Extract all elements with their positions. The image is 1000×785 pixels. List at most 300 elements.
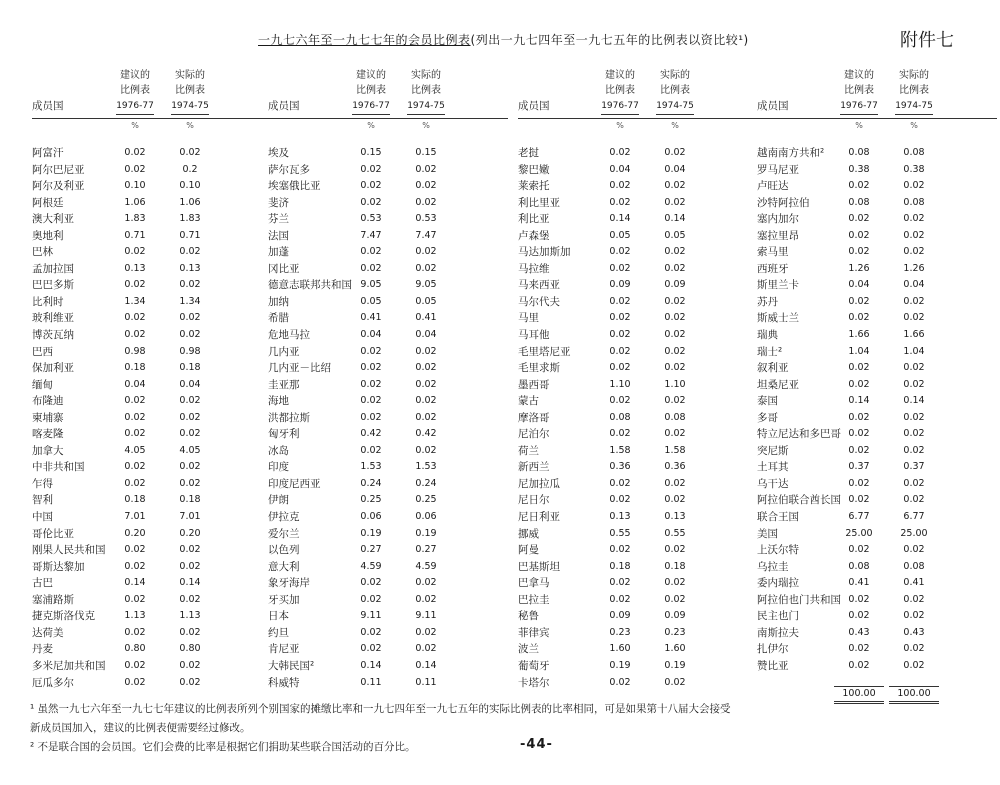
table-row: [32, 277, 272, 294]
proposed-scale-value: 0.02: [124, 544, 146, 556]
proposed-scale-value: 0.02: [609, 246, 631, 258]
actual-scale-header-line-2: 比例表: [660, 85, 690, 96]
actual-scale-value: 0.18: [179, 494, 201, 506]
table-row: [757, 377, 997, 394]
table-row: [757, 294, 997, 311]
country-name: 塞内加尔: [757, 213, 799, 226]
proposed-scale-value: 0.02: [124, 147, 146, 158]
actual-scale-value: 0.02: [179, 626, 201, 638]
country-name: 马来西亚: [518, 279, 560, 292]
proposed-scale-value: 0.02: [848, 180, 870, 192]
actual-scale-value: 0.08: [903, 560, 925, 572]
actual-scale-value: 0.02: [664, 196, 686, 208]
country-name: 智利: [32, 494, 53, 507]
country-name: 洪都拉斯: [268, 411, 310, 424]
table-row: [757, 178, 997, 195]
country-name: 古巴: [32, 577, 53, 590]
table-row: [757, 426, 997, 443]
table-row: [268, 443, 508, 460]
proposed-scale-value: 0.02: [848, 295, 870, 307]
table-row: [518, 625, 758, 642]
actual-scale-value: 0.23: [664, 626, 686, 638]
proposed-scale-value: 0.04: [360, 329, 382, 341]
actual-scale-value: 0.10: [179, 180, 201, 192]
table-header: [518, 64, 758, 119]
actual-scale-value: 0.02: [664, 428, 686, 440]
table-rows: [757, 145, 997, 675]
country-name: 日本: [268, 610, 289, 623]
table-row: [518, 195, 758, 212]
table-row: [268, 145, 508, 162]
actual-scale-value: 0.19: [415, 527, 437, 539]
table-row: [32, 592, 272, 609]
table-row: [757, 625, 997, 642]
actual-scale-value: 0.09: [664, 279, 686, 291]
proposed-scale-value: 0.25: [360, 494, 382, 506]
proposed-scale-value: 0.36: [609, 461, 631, 473]
percent-row: [268, 119, 508, 133]
actual-scale-value: 1.53: [415, 461, 437, 473]
actual-scale-value: 0.11: [415, 676, 437, 688]
table-row: [32, 658, 272, 675]
table-row: [268, 459, 508, 476]
table-row: [268, 526, 508, 543]
table-row: [268, 178, 508, 195]
table-row: [268, 162, 508, 179]
table-row: [268, 559, 508, 576]
country-name: 印度尼西亚: [268, 477, 321, 490]
table-row: [32, 476, 272, 493]
table-row: [268, 244, 508, 261]
page-number: -44-: [520, 737, 553, 752]
actual-scale-value: 0.38: [903, 163, 925, 175]
country-name: 西班牙: [757, 262, 789, 275]
actual-scale-header-year-text: 1974-75: [171, 99, 209, 115]
country-name: 乌拉圭: [757, 560, 789, 573]
actual-scale-header: [889, 68, 939, 115]
table-row: [268, 608, 508, 625]
proposed-scale-value: 0.19: [360, 527, 382, 539]
actual-scale-value: 0.02: [179, 560, 201, 572]
proposed-scale-value: 0.02: [124, 312, 146, 324]
proposed-scale-value: 0.14: [360, 659, 382, 671]
table-row: [268, 592, 508, 609]
actual-scale-value: 0.02: [903, 610, 925, 622]
country-name: 科威特: [268, 676, 300, 689]
country-name: 约旦: [268, 626, 289, 639]
country-name: 土耳其: [757, 461, 789, 474]
proposed-scale-value: 0.02: [609, 180, 631, 192]
table-row: [32, 675, 272, 692]
footnote-2: ² 不是联合国的会员国。它们会费的比率是根据它们捐助某些联合国活动的百分比。: [30, 741, 416, 753]
country-name: 利比亚: [518, 213, 550, 226]
actual-scale-value: 0.02: [415, 577, 437, 589]
table-block-2: [268, 64, 508, 691]
proposed-scale-value: 0.10: [124, 180, 146, 192]
proposed-scale-value: 0.02: [360, 643, 382, 655]
proposed-scale-value: 0.02: [609, 544, 631, 556]
table-row: [268, 277, 508, 294]
table-row: [32, 641, 272, 658]
actual-scale-value: 0.02: [179, 147, 201, 158]
table-row: [518, 592, 758, 609]
country-name: 意大利: [268, 560, 300, 573]
actual-scale-value: 0.02: [664, 577, 686, 589]
table-row: [518, 509, 758, 526]
percent-row: [518, 119, 758, 133]
actual-scale-value: 0.14: [903, 395, 925, 407]
actual-scale-header-year: [650, 98, 700, 115]
actual-scale-value: 1.04: [903, 345, 925, 357]
percent-sign: %: [910, 121, 918, 130]
country-name: 赞比亚: [757, 659, 789, 672]
actual-scale-value: 0.55: [664, 527, 686, 539]
proposed-scale-value: 0.02: [360, 163, 382, 175]
country-name: 挪威: [518, 527, 539, 540]
table-row: [268, 641, 508, 658]
proposed-scale-header-year-text: 1976-77: [116, 99, 154, 115]
actual-scale-value: 1.10: [664, 378, 686, 390]
actual-scale-value: 0.02: [415, 362, 437, 374]
actual-scale-value: 0.02: [903, 444, 925, 456]
proposed-scale-header-line-1: 建议的: [844, 70, 874, 81]
country-name: 丹麦: [32, 643, 53, 656]
country-name: 美国: [757, 527, 778, 540]
actual-scale-header-year-text: 1974-75: [895, 99, 933, 115]
actual-scale-value: 0.20: [179, 527, 201, 539]
table-row: [757, 244, 997, 261]
proposed-scale-header-year-text: 1976-77: [601, 99, 639, 115]
country-name: 以色列: [268, 544, 300, 557]
country-name: 伊朗: [268, 494, 289, 507]
table-rows: [32, 145, 272, 691]
proposed-scale-value: 0.23: [609, 626, 631, 638]
actual-scale-value: 4.59: [415, 560, 437, 572]
proposed-scale-value: 0.02: [124, 676, 146, 688]
actual-scale-value: 0.19: [664, 659, 686, 671]
proposed-scale-value: 0.37: [848, 461, 870, 473]
country-name: 特立尼达和多巴哥: [757, 428, 841, 441]
table-row: [32, 228, 272, 245]
country-name: 玻利维亚: [32, 312, 74, 325]
proposed-scale-value: 0.02: [124, 163, 146, 175]
country-name: 葡萄牙: [518, 659, 550, 672]
actual-scale-value: 0.15: [415, 147, 437, 158]
table-row: [268, 294, 508, 311]
proposed-scale-value: 0.02: [124, 428, 146, 440]
proposed-scale-header-line-2: 比例表: [356, 85, 386, 96]
actual-scale-value: 0.09: [664, 610, 686, 622]
proposed-scale-value: 1.60: [609, 643, 631, 655]
title-note: (列出一九七四年至一九七五年的比例表以资比较¹): [470, 33, 749, 47]
proposed-scale-value: 0.02: [609, 494, 631, 506]
proposed-scale-value: 0.71: [124, 229, 146, 241]
country-name: 南斯拉夫: [757, 626, 799, 639]
table-row: [32, 492, 272, 509]
proposed-scale-value: 0.55: [609, 527, 631, 539]
actual-scale-value: 0.02: [415, 444, 437, 456]
country-name: 扎伊尔: [757, 643, 789, 656]
actual-scale-value: 0.14: [415, 659, 437, 671]
proposed-scale-value: 0.19: [609, 659, 631, 671]
country-name: 马达加斯加: [518, 246, 571, 259]
table-row: [268, 476, 508, 493]
country-name: 印度: [268, 461, 289, 474]
country-name: 达荷美: [32, 626, 64, 639]
proposed-scale-value: 0.02: [609, 477, 631, 489]
table-row: [518, 377, 758, 394]
total-proposed: 100.00: [834, 686, 884, 704]
actual-scale-value: 0.08: [903, 196, 925, 208]
proposed-scale-value: 0.02: [360, 196, 382, 208]
actual-scale-header-line-2: 比例表: [175, 85, 205, 96]
proposed-scale-value: 0.02: [848, 494, 870, 506]
actual-scale-value: 0.02: [179, 395, 201, 407]
table-row: [32, 145, 272, 162]
actual-scale-header: [401, 68, 451, 115]
table-row: [757, 443, 997, 460]
actual-scale-value: 1.26: [903, 262, 925, 274]
table-header: [32, 64, 272, 119]
actual-scale-value: 0.02: [415, 643, 437, 655]
country-name: 马耳他: [518, 329, 550, 342]
country-name: 毛里求斯: [518, 362, 560, 375]
country-name: 哥伦比亚: [32, 527, 74, 540]
proposed-scale-value: 0.02: [609, 428, 631, 440]
table-row: [518, 542, 758, 559]
proposed-scale-value: 0.02: [609, 395, 631, 407]
table-row: [32, 509, 272, 526]
proposed-scale-value: 7.47: [360, 229, 382, 241]
table-row: [268, 393, 508, 410]
percent-row: [32, 119, 272, 133]
actual-scale-value: 0.02: [903, 362, 925, 374]
table-block-1: [32, 64, 272, 691]
percent-sign: %: [367, 121, 375, 130]
proposed-scale-value: 0.02: [124, 659, 146, 671]
actual-scale-value: 0.02: [903, 246, 925, 258]
proposed-scale-header: [110, 68, 160, 115]
country-name: 阿曼: [518, 544, 539, 557]
table-row: [32, 393, 272, 410]
actual-scale-value: 0.02: [903, 477, 925, 489]
table-row: [518, 459, 758, 476]
table-row: [32, 526, 272, 543]
page-title: 一九七六年至一九七七年的会员比例表(列出一九七四年至一九七五年的比例表以资比较¹): [258, 33, 749, 47]
country-name: 叙利亚: [757, 362, 789, 375]
actual-scale-value: 0.37: [903, 461, 925, 473]
table-row: [32, 625, 272, 642]
table-row: [757, 310, 997, 327]
table-row: [518, 277, 758, 294]
proposed-scale-value: 0.02: [360, 345, 382, 357]
country-name: 尼加拉瓜: [518, 477, 560, 490]
country-name: 民主也门: [757, 610, 799, 623]
proposed-scale-value: 0.08: [848, 147, 870, 158]
table-block-3: [518, 64, 758, 691]
country-name: 中国: [32, 511, 53, 524]
proposed-scale-value: 7.01: [124, 511, 146, 523]
table-row: [518, 178, 758, 195]
actual-scale-value: 0.18: [664, 560, 686, 572]
table-row: [757, 608, 997, 625]
actual-scale-value: 0.02: [179, 329, 201, 341]
country-name: 荷兰: [518, 444, 539, 457]
table-row: [32, 459, 272, 476]
actual-scale-header-line-1: 实际的: [175, 70, 205, 81]
actual-scale-value: 0.05: [415, 295, 437, 307]
country-name: 捷克斯洛伐克: [32, 610, 95, 623]
country-name: 布隆迪: [32, 395, 64, 408]
country-name: 沙特阿拉伯: [757, 196, 810, 209]
proposed-scale-value: 0.14: [609, 213, 631, 225]
actual-scale-value: 0.08: [903, 147, 925, 158]
country-name: 乍得: [32, 477, 53, 490]
actual-scale-value: 0.04: [664, 163, 686, 175]
actual-scale-value: 0.02: [415, 163, 437, 175]
country-name: 波兰: [518, 643, 539, 656]
country-name: 危地马拉: [268, 329, 310, 342]
proposed-scale-header-line-1: 建议的: [605, 70, 635, 81]
actual-scale-value: 0.05: [664, 229, 686, 241]
table-row: [518, 476, 758, 493]
proposed-scale-value: 4.59: [360, 560, 382, 572]
country-name: 上沃尔特: [757, 544, 799, 557]
table-block-4: [757, 64, 997, 707]
actual-scale-value: 0.02: [903, 544, 925, 556]
total-actual: 100.00: [889, 686, 939, 704]
actual-scale-header-line-2: 比例表: [899, 85, 929, 96]
percent-sign: %: [855, 121, 863, 130]
proposed-scale-value: 0.02: [360, 378, 382, 390]
country-name: 尼泊尔: [518, 428, 550, 441]
proposed-scale-value: 0.18: [609, 560, 631, 572]
country-name: 德意志联邦共和国: [268, 279, 352, 292]
percent-row: [757, 119, 997, 133]
proposed-scale-value: 0.13: [609, 511, 631, 523]
table-row: [268, 228, 508, 245]
proposed-scale-value: 0.41: [848, 577, 870, 589]
proposed-scale-value: 0.02: [609, 295, 631, 307]
proposed-scale-value: 0.02: [124, 411, 146, 423]
proposed-scale-header: [595, 68, 645, 115]
actual-scale-value: 1.60: [664, 643, 686, 655]
proposed-scale-value: 0.09: [609, 610, 631, 622]
proposed-scale-header-line-2: 比例表: [844, 85, 874, 96]
actual-scale-value: 0.02: [903, 229, 925, 241]
actual-scale-value: 0.02: [903, 411, 925, 423]
proposed-scale-value: 0.02: [848, 378, 870, 390]
proposed-scale-value: 1.34: [124, 295, 146, 307]
actual-scale-value: 0.02: [903, 295, 925, 307]
country-name: 马里: [518, 312, 539, 325]
proposed-scale-value: 0.02: [848, 428, 870, 440]
country-name: 阿拉伯也门共和国: [757, 593, 841, 606]
proposed-scale-value: 0.02: [124, 593, 146, 605]
proposed-scale-value: 0.02: [609, 345, 631, 357]
country-name: 突尼斯: [757, 444, 789, 457]
table-row: [32, 261, 272, 278]
table-row: [757, 476, 997, 493]
proposed-scale-value: 0.02: [609, 593, 631, 605]
actual-scale-value: 0.02: [664, 295, 686, 307]
proposed-scale-value: 0.43: [848, 626, 870, 638]
country-name: 加纳: [268, 295, 289, 308]
proposed-scale-header-year-text: 1976-77: [352, 99, 390, 115]
country-name: 博茨瓦纳: [32, 329, 74, 342]
actual-scale-value: 0.02: [664, 362, 686, 374]
actual-scale-value: 0.98: [179, 345, 201, 357]
proposed-scale-header-year: [834, 98, 884, 115]
proposed-scale-value: 0.08: [609, 411, 631, 423]
table-row: [518, 162, 758, 179]
actual-scale-header-line-1: 实际的: [411, 70, 441, 81]
proposed-scale-value: 0.02: [124, 329, 146, 341]
table-row: [757, 327, 997, 344]
country-name: 阿根廷: [32, 196, 64, 209]
country-name: 蒙古: [518, 395, 539, 408]
actual-scale-value: 0.25: [415, 494, 437, 506]
country-name: 法国: [268, 229, 289, 242]
country-name: 罗马尼亚: [757, 163, 799, 176]
table-row: [268, 575, 508, 592]
table-row: [757, 509, 997, 526]
table-row: [757, 575, 997, 592]
proposed-scale-value: 9.05: [360, 279, 382, 291]
table-row: [518, 244, 758, 261]
actual-scale-value: 0.02: [664, 312, 686, 324]
actual-scale-value: 0.04: [415, 329, 437, 341]
actual-scale-value: 0.02: [903, 213, 925, 225]
actual-scale-value: 0.02: [664, 180, 686, 192]
table-row: [32, 211, 272, 228]
country-name: 巴拉圭: [518, 593, 550, 606]
country-name: 斯里兰卡: [757, 279, 799, 292]
actual-scale-header-year: [165, 98, 215, 115]
proposed-scale-value: 0.02: [124, 477, 146, 489]
actual-scale-header-line-1: 实际的: [660, 70, 690, 81]
actual-scale-header-year-text: 1974-75: [407, 99, 445, 115]
table-row: [518, 145, 758, 162]
country-name: 巴拿马: [518, 577, 550, 590]
proposed-scale-value: 0.02: [848, 246, 870, 258]
actual-scale-value: 0.80: [179, 643, 201, 655]
table-row: [518, 211, 758, 228]
proposed-scale-value: 1.04: [848, 345, 870, 357]
table-row: [518, 443, 758, 460]
country-name: 塞浦路斯: [32, 593, 74, 606]
country-name: 多米尼加共和国: [32, 659, 106, 672]
proposed-scale-value: 0.98: [124, 345, 146, 357]
table-rows: [268, 145, 508, 691]
table-row: [32, 559, 272, 576]
actual-scale-header-year-text: 1974-75: [656, 99, 694, 115]
proposed-scale-value: 0.11: [360, 676, 382, 688]
proposed-scale-value: 1.66: [848, 329, 870, 341]
country-name: 卡塔尔: [518, 676, 550, 689]
country-name: 卢森堡: [518, 229, 550, 242]
country-name: 奥地利: [32, 229, 64, 242]
actual-scale-value: 0.02: [415, 626, 437, 638]
table-row: [268, 211, 508, 228]
table-row: [757, 459, 997, 476]
proposed-scale-value: 0.02: [848, 544, 870, 556]
actual-scale-value: 0.02: [664, 593, 686, 605]
proposed-scale-value: 0.27: [360, 544, 382, 556]
country-name: 菲律宾: [518, 626, 550, 639]
proposed-scale-value: 0.14: [124, 577, 146, 589]
actual-scale-value: 1.83: [179, 213, 201, 225]
